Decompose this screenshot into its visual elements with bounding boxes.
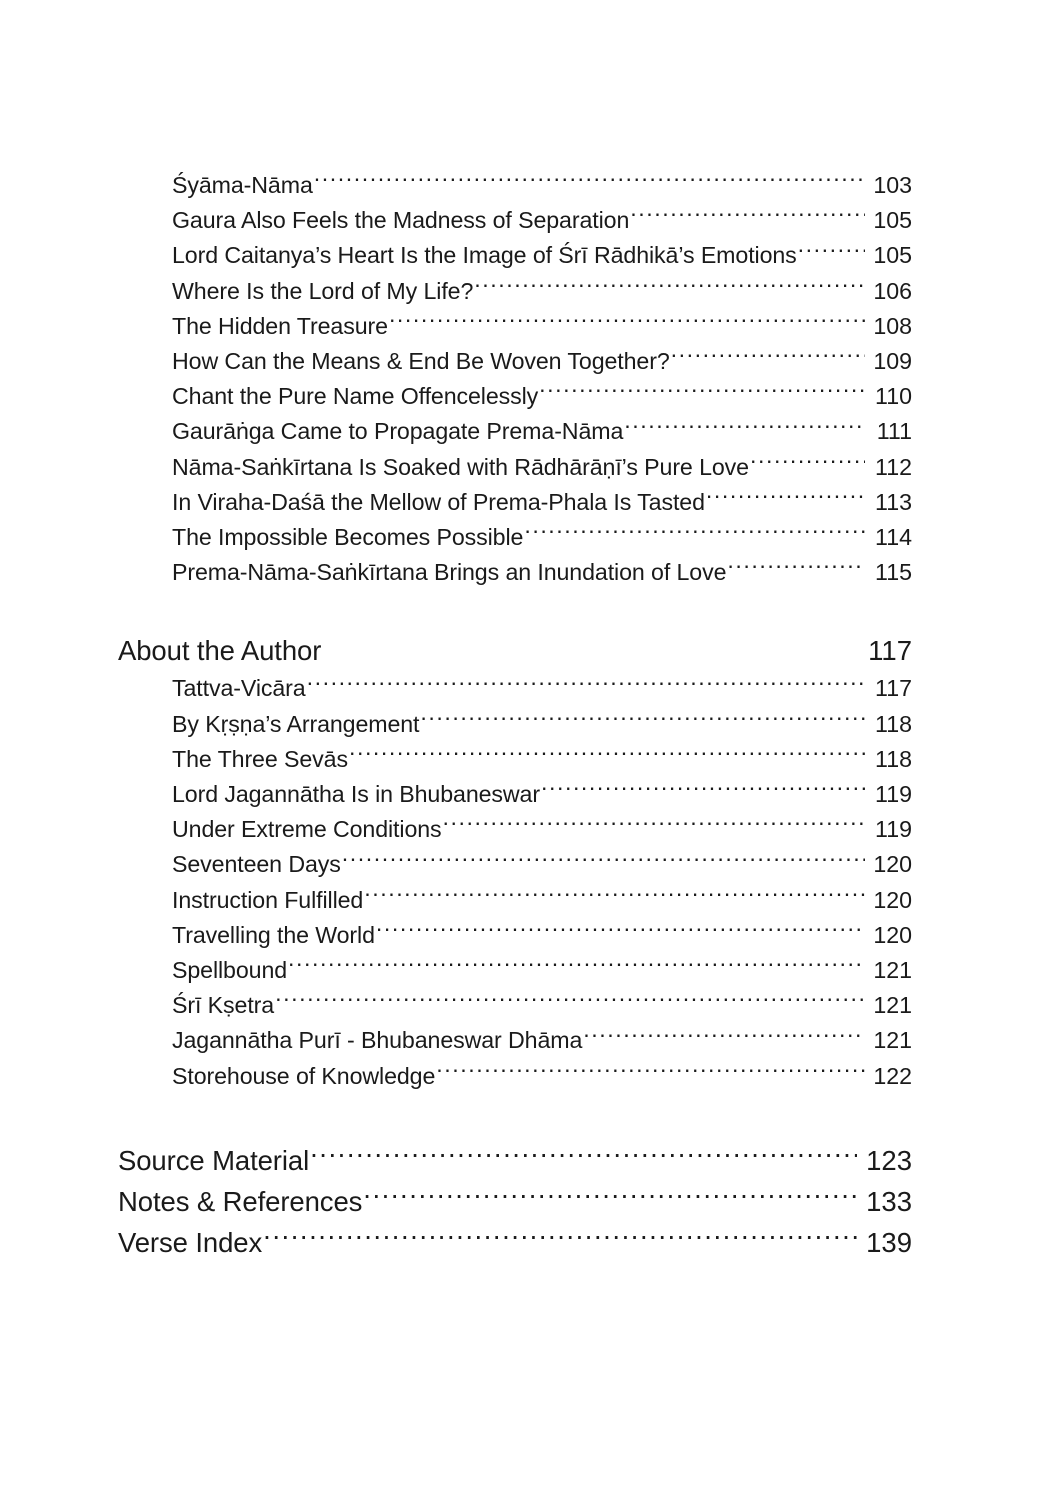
toc-entry[interactable]: [172, 988, 912, 1023]
toc-entry-page: 108: [873, 312, 912, 339]
toc-entry-page: 109: [873, 348, 912, 375]
dot-leader: [443, 814, 865, 837]
dot-leader: [436, 1060, 865, 1083]
toc-entry-title: Spellbound: [172, 957, 288, 984]
toc-entry[interactable]: [172, 168, 912, 203]
toc-entry[interactable]: [172, 1059, 912, 1094]
toc-entry-title: Nāma-Saṅkīrtana Is Soaked with Rādhārāṇī’s Pure Love: [172, 453, 749, 480]
toc-entry[interactable]: [172, 707, 912, 742]
toc-entry-page: 121: [873, 1027, 912, 1054]
toc-entry-title: How Can the Means & End Be Woven Together?: [172, 348, 670, 375]
toc-entry[interactable]: [172, 309, 912, 344]
dot-leader: [750, 451, 865, 474]
toc-entry[interactable]: [172, 344, 912, 379]
toc-entry-title: Prema-Nāma-Saṅkīrtana Brings an Inundation of Love: [172, 559, 727, 586]
dot-leader: [288, 955, 865, 978]
toc-group-continued: [118, 168, 912, 590]
dot-leader: [363, 1183, 857, 1211]
toc-entry-page: 106: [873, 277, 912, 304]
toc-entry[interactable]: [172, 203, 912, 238]
toc-entry-title: Śyāma-Nāma: [172, 172, 313, 198]
dot-leader: [310, 1142, 857, 1170]
toc-entry-title: The Hidden Treasure: [172, 312, 388, 339]
toc-entry[interactable]: [172, 450, 912, 485]
toc-section-page: 133: [866, 1185, 912, 1217]
dot-leader: [798, 240, 865, 263]
toc-entry-page: 119: [875, 816, 912, 843]
toc-entry-title: By Kṛṣṇa’s Arrangement: [172, 710, 420, 737]
toc-entry-title: Jagannātha Purī - Bhubaneswar Dhāma: [172, 1027, 583, 1054]
toc-entry-page: 115: [875, 559, 912, 586]
dot-leader: [583, 1025, 865, 1048]
toc-entry[interactable]: [172, 520, 912, 555]
toc-entry-title: Gaurāṅga Came to Propagate Prema-Nāma: [172, 418, 624, 445]
toc-entry-page: 111: [876, 418, 912, 445]
toc-section-page: 117: [868, 635, 912, 667]
toc-entry-title: The Three Sevās: [172, 745, 348, 772]
toc-section-title: Notes & References: [118, 1185, 363, 1217]
toc-entry-page: 121: [873, 957, 912, 984]
toc-entry-title: Seventeen Days: [172, 851, 341, 878]
toc-section-title: About the Author: [118, 635, 322, 667]
dot-leader: [275, 990, 865, 1013]
toc-entry-page: 118: [875, 745, 912, 772]
toc-entry-title: Lord Jagannātha Is in Bhubaneswar: [172, 781, 540, 808]
dot-leader: [706, 487, 865, 510]
toc-group-about-the-author: [118, 630, 912, 1093]
toc-entry-page: 113: [875, 488, 912, 515]
toc-section-title: Verse Index: [118, 1226, 263, 1258]
toc-entry-page: 114: [875, 524, 912, 551]
dot-leader: [314, 170, 865, 193]
toc-entry[interactable]: [172, 379, 912, 414]
toc-entry-page: 112: [875, 453, 912, 480]
toc-section-title: Source Material: [118, 1144, 310, 1176]
toc-entry-title: Chant the Pure Name Offencelessly: [172, 383, 539, 410]
toc-entry-title: The Impossible Becomes Possible: [172, 524, 524, 551]
toc-entry[interactable]: [172, 742, 912, 777]
toc-entry-page: 119: [875, 781, 912, 808]
dot-leader: [671, 346, 865, 369]
dot-leader: [541, 779, 865, 802]
dot-leader: [364, 884, 865, 907]
toc-entry-title: Lord Caitanya’s Heart Is the Image of Śrī Rādhikā’s Emotions: [172, 242, 797, 269]
toc-entry-page: 121: [873, 992, 912, 1019]
toc-entry-title: Tattva-Vicāra: [172, 675, 306, 702]
dot-leader: [474, 275, 865, 298]
toc-entry[interactable]: [172, 1023, 912, 1058]
toc-section-heading-verse-index[interactable]: [118, 1222, 912, 1263]
dot-leader: [420, 708, 865, 731]
toc-section-page: 123: [866, 1144, 912, 1176]
toc-entry-page: 120: [873, 921, 912, 948]
toc-entry[interactable]: [172, 671, 912, 706]
toc-entry-title: Under Extreme Conditions: [172, 816, 442, 843]
toc-entry-page: 122: [873, 1062, 912, 1089]
dot-leader: [539, 381, 865, 404]
toc-entry-page: 103: [873, 172, 912, 198]
toc-section-heading-source-material[interactable]: [118, 1140, 912, 1181]
toc-entry-title: Travelling the World: [172, 921, 375, 948]
toc-entry-page: 105: [873, 207, 912, 234]
toc-entry-title: Instruction Fulfilled: [172, 886, 364, 913]
toc-entry-page: 120: [873, 886, 912, 913]
toc-section-heading-about-the-author[interactable]: [118, 630, 912, 671]
table-of-contents: [118, 168, 912, 1263]
toc-entry[interactable]: [172, 847, 912, 882]
dot-leader: [727, 557, 865, 580]
dot-leader: [349, 744, 865, 767]
dot-leader: [263, 1224, 857, 1252]
toc-entry-title: Gaura Also Feels the Madness of Separation: [172, 207, 630, 234]
dot-leader: [376, 920, 865, 943]
dot-leader: [342, 849, 865, 872]
dot-leader: [524, 522, 865, 545]
toc-entry-title: Śrī Kṣetra: [172, 992, 275, 1019]
toc-entry[interactable]: [172, 555, 912, 590]
toc-entry[interactable]: [172, 812, 912, 847]
toc-entry-page: 110: [875, 383, 912, 410]
toc-section-heading-notes-and-references[interactable]: [118, 1181, 912, 1222]
toc-entry-title: Where Is the Lord of My Life?: [172, 277, 474, 304]
toc-section-page: 139: [866, 1226, 912, 1258]
toc-entry[interactable]: [172, 238, 912, 273]
toc-entry-page: 105: [873, 242, 912, 269]
dot-leader: [389, 311, 865, 334]
dot-leader: [307, 673, 865, 696]
toc-entry[interactable]: [172, 777, 912, 812]
toc-entry-title: Storehouse of Knowledge: [172, 1062, 436, 1089]
toc-entry[interactable]: [172, 918, 912, 953]
dot-leader: [322, 633, 857, 661]
toc-subentry-list: [118, 671, 912, 1093]
toc-group-back-matter: [118, 1140, 912, 1263]
toc-entry-page: 120: [873, 851, 912, 878]
toc-entry[interactable]: [172, 274, 912, 309]
toc-entry-title: In Viraha-Daśā the Mellow of Prema-Phala Is Tasted: [172, 488, 705, 515]
dot-leader: [624, 416, 865, 439]
toc-entry[interactable]: [172, 414, 912, 449]
toc-entry[interactable]: [172, 883, 912, 918]
toc-entry-page: 118: [875, 710, 912, 737]
dot-leader: [630, 205, 865, 228]
toc-entry[interactable]: [172, 485, 912, 520]
toc-entry-page: 117: [875, 675, 912, 702]
toc-entry[interactable]: [172, 953, 912, 988]
